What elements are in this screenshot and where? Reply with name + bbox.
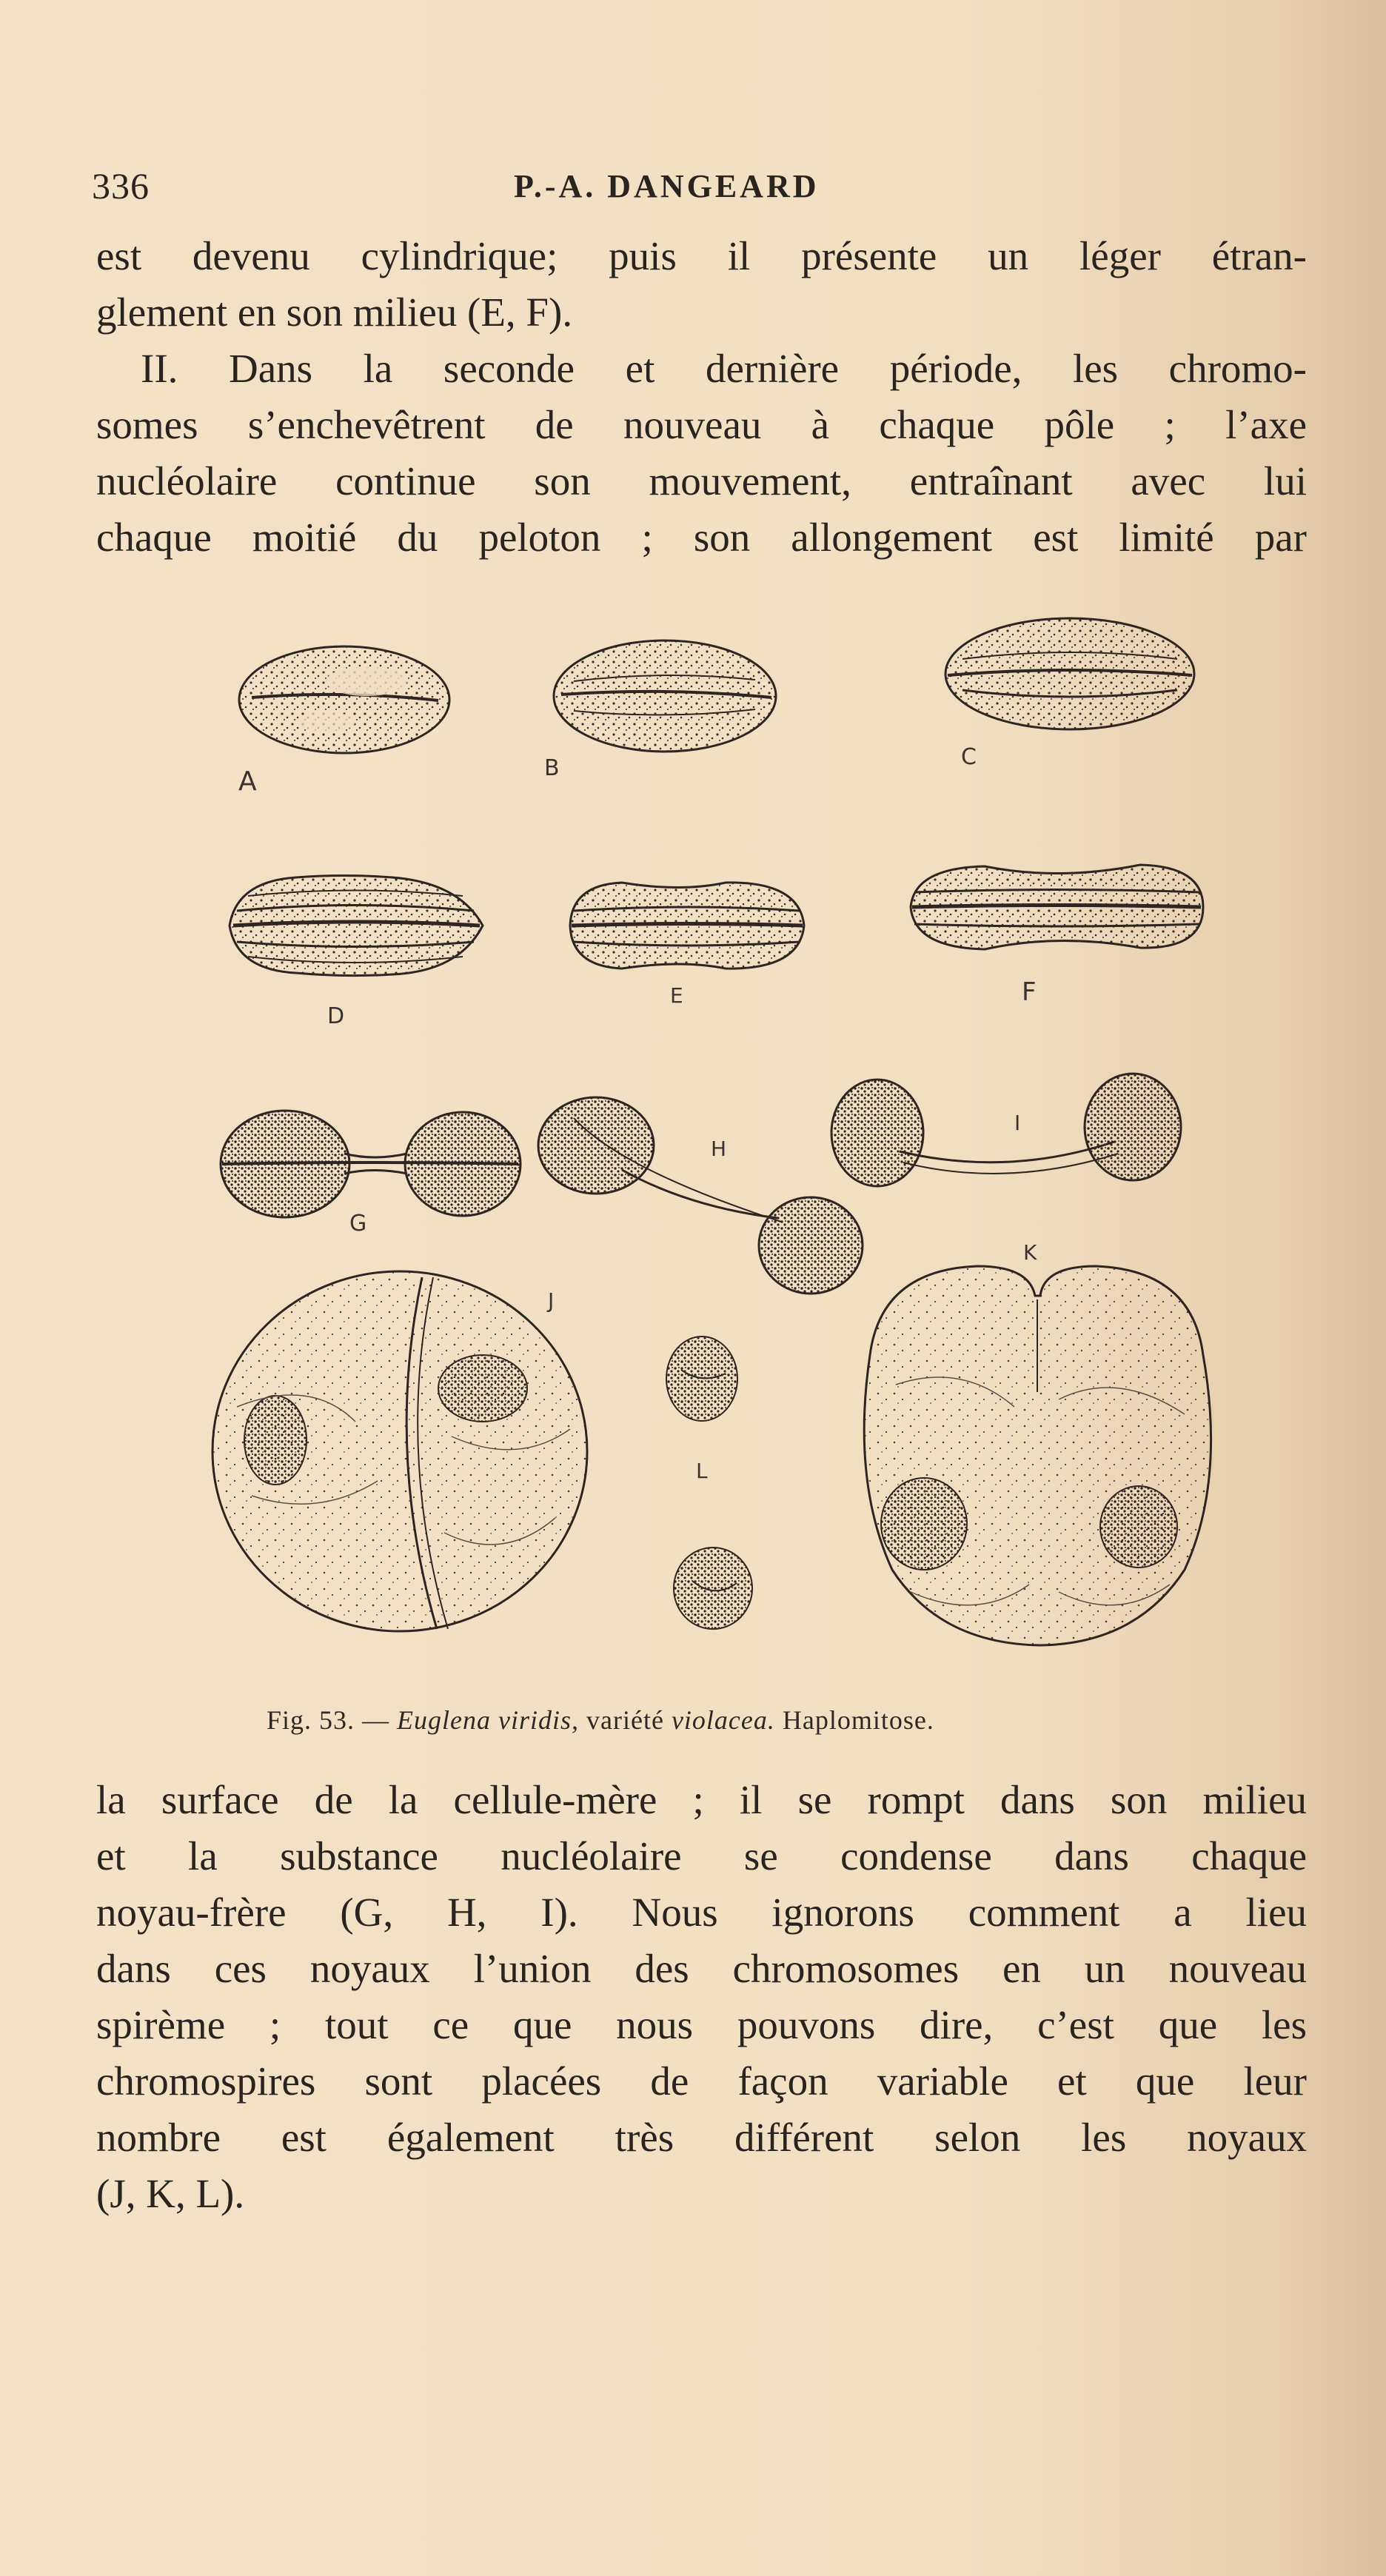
nucleus-a <box>239 646 449 753</box>
figure-label-d: D <box>327 1003 345 1029</box>
figure-label-i: I <box>1014 1111 1021 1135</box>
nucleus-h <box>538 1097 863 1294</box>
figure-label-f: F <box>1022 977 1037 1007</box>
nucleus-l <box>666 1336 752 1629</box>
page-number: 336 <box>92 165 150 207</box>
text-line: est devenu cylindrique; puis il présente un léger étran- <box>96 233 1307 278</box>
text-line: la surface de la cellule-mère ; il se rompt dans son milieu <box>96 1777 1307 1822</box>
nucleus-i <box>831 1074 1181 1186</box>
figure-label-e: E <box>670 983 683 1008</box>
figure-label-l: L <box>696 1459 708 1483</box>
caption-variety: violacea. <box>671 1705 775 1735</box>
text-line: spirème ; tout ce que nous pouvons dire, c’est que les <box>96 2002 1307 2047</box>
figure-label-c: C <box>961 744 977 770</box>
figure-caption <box>267 1704 934 1736</box>
caption-fig-number: Fig. 53. — <box>267 1705 390 1735</box>
nucleus-b <box>554 640 776 752</box>
text-line: dans ces noyaux l’union des chromosomes en un nouveau <box>96 1946 1307 1991</box>
text-line: chaque moitié du peloton ; son allongement est limité par <box>96 515 1307 560</box>
text-line: et la substance nucléolaire se condense dans chaque <box>96 1833 1307 1879</box>
figure-label-b: B <box>544 755 560 781</box>
text-line: nombre est également très différent selon les noyaux <box>96 2115 1307 2160</box>
text-line: nucléolaire continue son mouvement, entraînant avec lui <box>96 458 1307 504</box>
text-line: somes s’enchevêtrent de nouveau à chaque pôle ; l’axe <box>96 402 1307 447</box>
figure-label-g: G <box>349 1211 367 1237</box>
cell-j <box>212 1271 587 1631</box>
page-header <box>92 164 1306 216</box>
figure-label-j: J <box>548 1288 555 1313</box>
nucleus-d <box>230 876 483 976</box>
nucleus-e <box>570 883 804 968</box>
top-text <box>96 228 1307 566</box>
text-line: II. Dans la seconde et dernière période, les chromo- <box>141 346 1307 391</box>
bottom-text <box>96 1772 1307 2222</box>
paragraph-ii <box>96 341 1307 566</box>
paragraph-continuation <box>96 228 1307 341</box>
paragraph-conclusion <box>96 1772 1307 2222</box>
nucleus-f <box>911 865 1203 949</box>
text-line: chromospires sont placées de façon variable et que leur <box>96 2058 1307 2104</box>
caption-title: Haplomitose. <box>782 1705 934 1735</box>
running-head: P.-A. DANGEARD <box>514 168 820 204</box>
caption-variety-word: variété <box>586 1705 664 1735</box>
text-line: noyau-frère (G, H, I). Nous ignorons comment a lieu <box>96 1890 1307 1935</box>
text-line: glement en son milieu (E, F). <box>96 290 573 335</box>
text-line: (J, K, L). <box>96 2171 245 2216</box>
nucleus-c <box>945 618 1194 729</box>
figure-label-a: A <box>238 766 257 797</box>
figure-53 <box>207 607 1229 1673</box>
nucleus-g <box>221 1111 520 1217</box>
figure-label-k: K <box>1023 1240 1037 1265</box>
figure-label-h: H <box>711 1137 727 1161</box>
caption-species: Euglena viridis, <box>397 1705 580 1735</box>
cell-k <box>864 1266 1211 1645</box>
